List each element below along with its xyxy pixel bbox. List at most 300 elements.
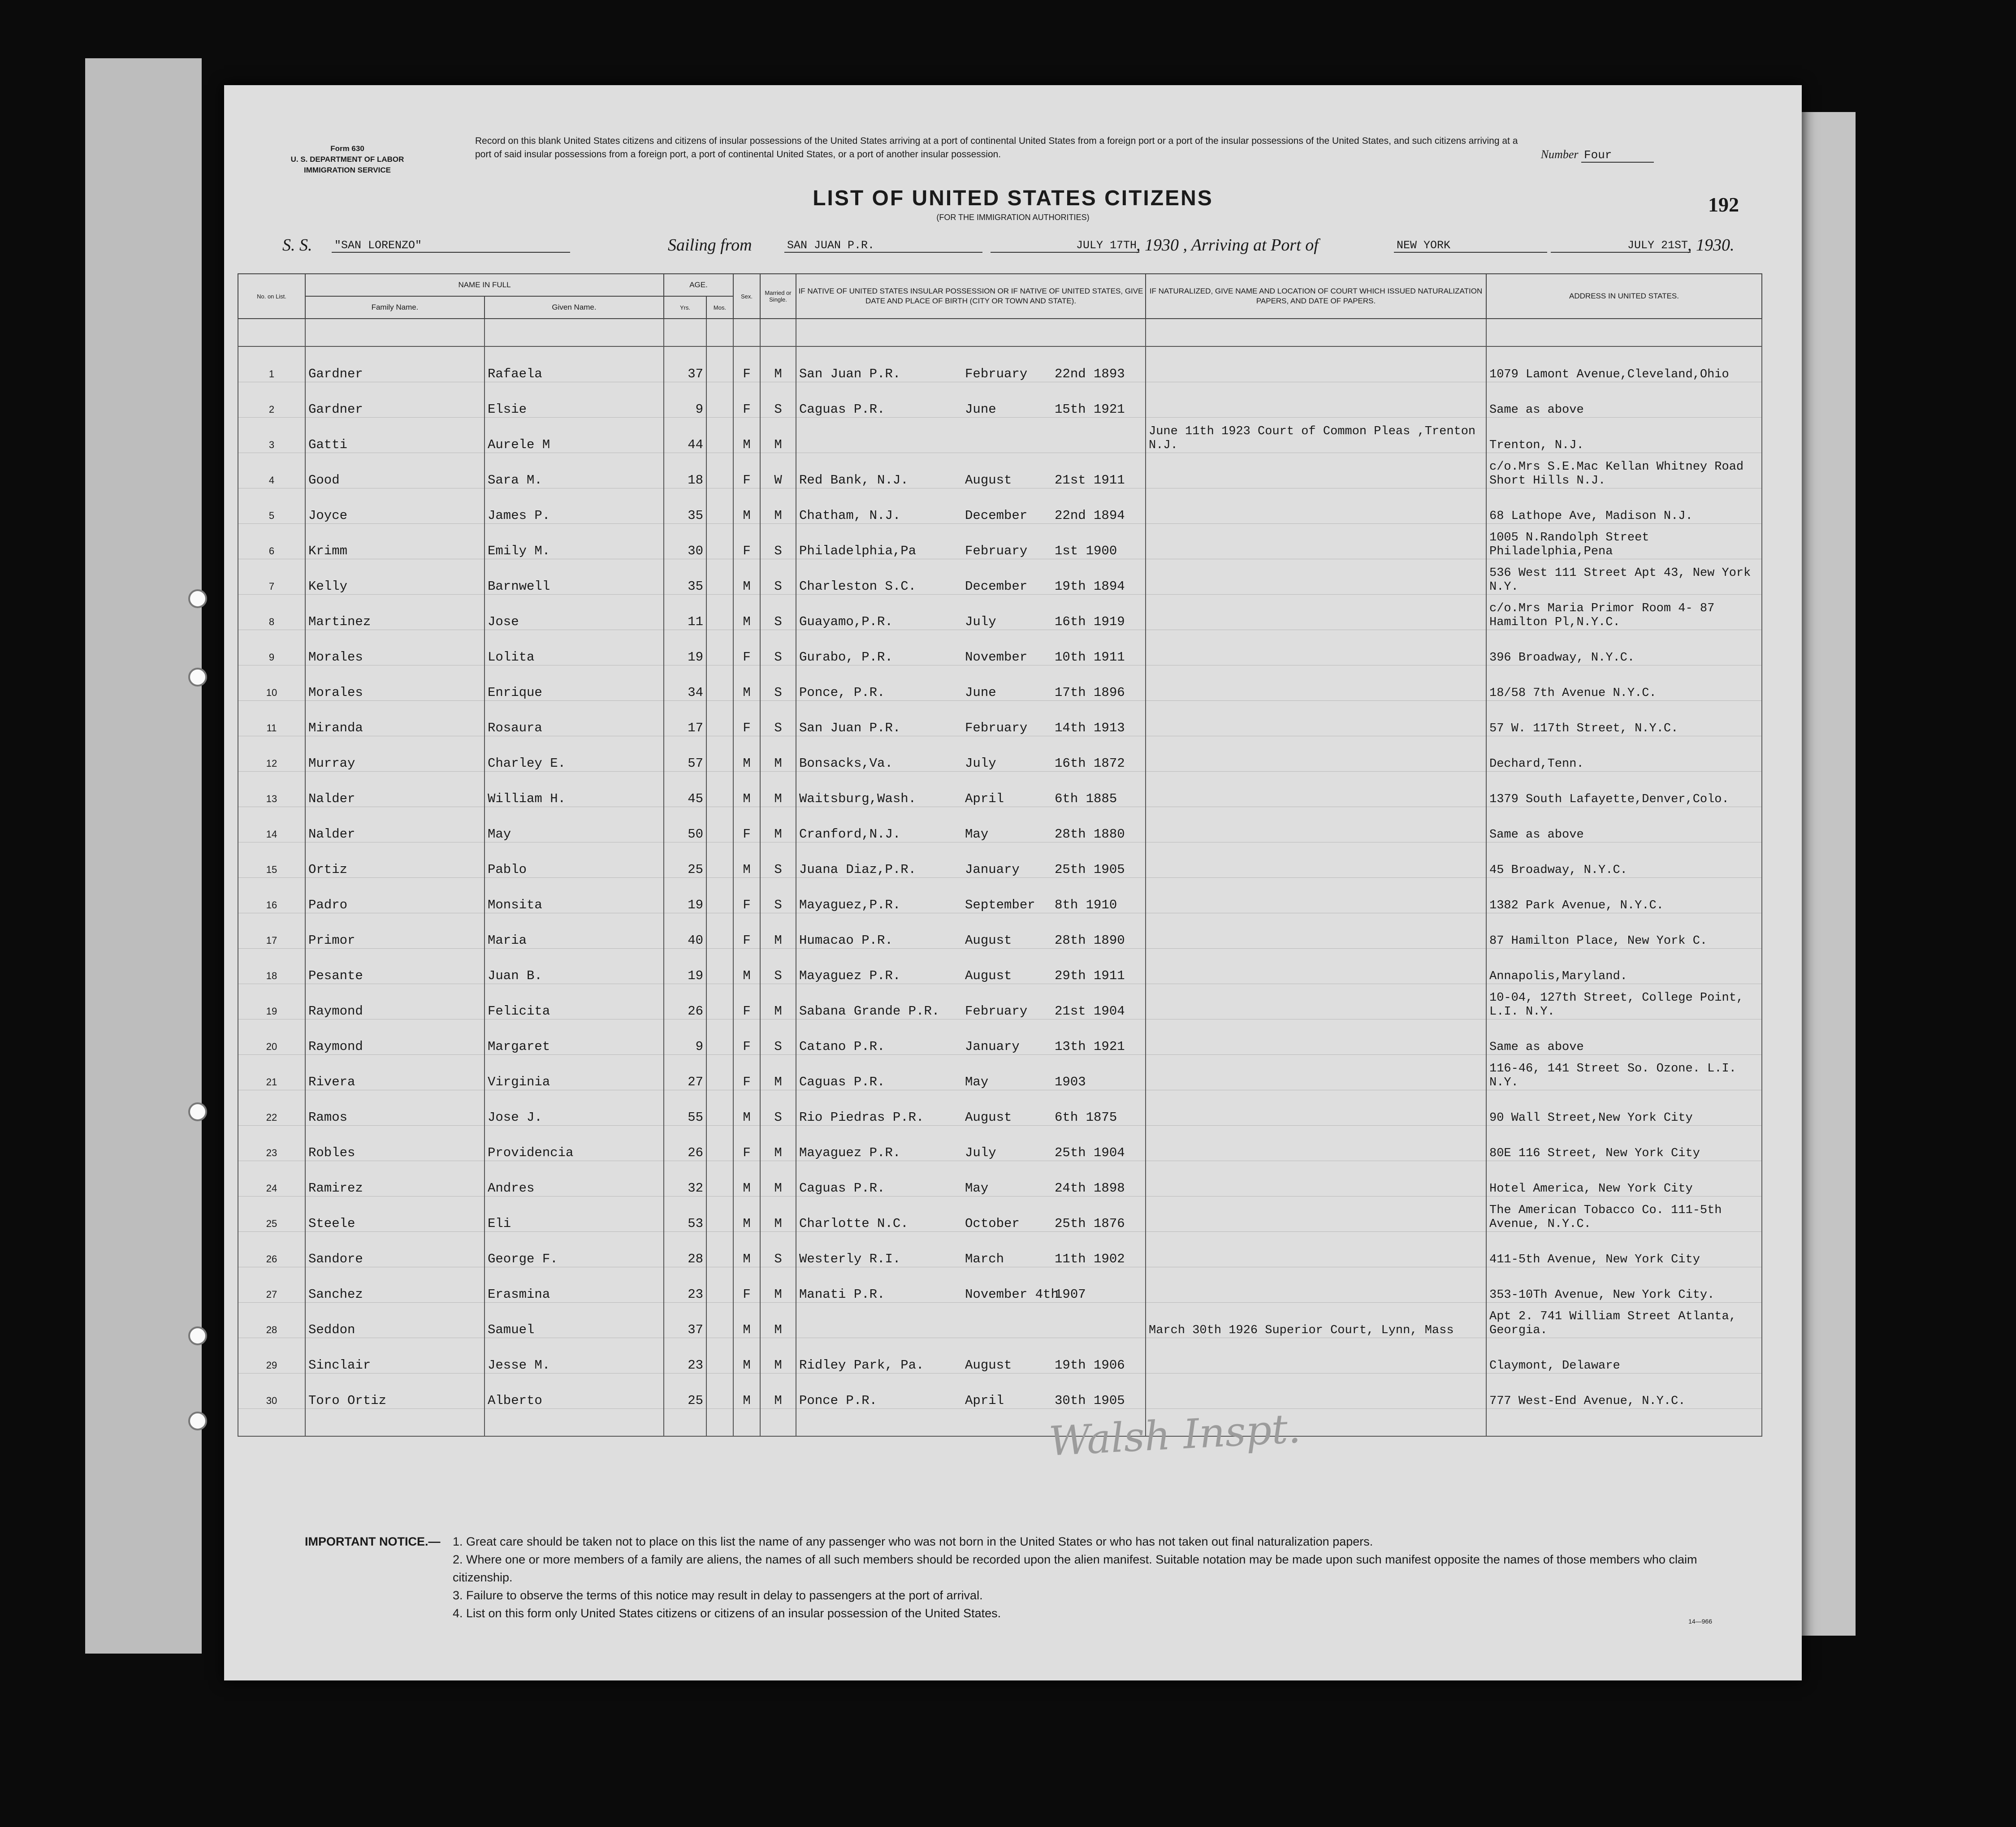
row-number: 7: [238, 559, 305, 595]
age-years: 57: [664, 736, 706, 772]
birth-month: February: [965, 367, 1028, 381]
given-name: Jesse M.: [485, 1338, 664, 1373]
age-years: 55: [664, 1090, 706, 1126]
family-name: Sinclair: [305, 1338, 485, 1373]
birth-place: Cranford,N.J.: [799, 827, 901, 842]
given-name: James P.: [485, 488, 664, 524]
sex: F: [733, 913, 760, 949]
naturalization: [1146, 878, 1486, 913]
birth-day-year: 11th 1902: [1055, 1252, 1125, 1266]
naturalization: [1146, 595, 1486, 630]
birth-month: May: [965, 827, 989, 842]
birth-month: November: [965, 650, 1028, 665]
notice-item: 3. Failure to observe the terms of this notice may result in delay to passengers at the port of arrival.: [453, 1589, 983, 1602]
birth-place: Juana Diaz,P.R.: [799, 862, 917, 877]
birth-place: Rio Piedras P.R.: [799, 1110, 924, 1125]
row-number: 21: [238, 1055, 305, 1090]
family-name: Robles: [305, 1126, 485, 1161]
given-name: Maria: [485, 913, 664, 949]
birth-day-year: 25th 1876: [1055, 1216, 1125, 1231]
birth-day-year: 22nd 1894: [1055, 508, 1125, 523]
birth-place: Manati P.R.: [799, 1287, 885, 1302]
row-number: 2: [238, 382, 305, 418]
marital-status: M: [760, 1338, 796, 1373]
birth-place: Gurabo, P.R.: [799, 650, 893, 665]
birth-place-date: [796, 1267, 1146, 1303]
birth-day-year: 10th 1911: [1055, 650, 1125, 665]
naturalization: [1146, 1055, 1486, 1090]
col-header-age: AGE.: [664, 274, 733, 296]
birth-place: Red Bank, N.J.: [799, 473, 908, 488]
age-years: 25: [664, 1373, 706, 1409]
sex: M: [733, 1303, 760, 1338]
table-row: [238, 1090, 1762, 1126]
naturalization: [1146, 913, 1486, 949]
col-header-sex: Sex.: [733, 274, 760, 319]
marital-status: M: [760, 488, 796, 524]
page-number: 192: [1708, 193, 1739, 216]
page-title: LIST OF UNITED STATES CITIZENS: [813, 186, 1213, 210]
us-address: Same as above: [1486, 1019, 1762, 1055]
col-header-yrs: Yrs.: [664, 296, 706, 319]
birth-place-date: [796, 1373, 1146, 1409]
birth-place: Ponce P.R.: [799, 1393, 878, 1408]
blank-cell: [238, 1409, 305, 1437]
us-address: 396 Broadway, N.Y.C.: [1486, 630, 1762, 665]
birth-month: February: [965, 721, 1028, 735]
given-name: Felicita: [485, 984, 664, 1019]
birth-place-date: [796, 736, 1146, 772]
age-months: [706, 1338, 733, 1373]
birth-place-date: [796, 701, 1146, 736]
us-address: 90 Wall Street,New York City: [1486, 1090, 1762, 1126]
naturalization: June 11th 1923 Court of Common Pleas ,Trenton N.J.: [1146, 418, 1486, 453]
marital-status: S: [760, 559, 796, 595]
row-number: 30: [238, 1373, 305, 1409]
row-number: 1: [238, 346, 305, 382]
blank-cell: [305, 1409, 485, 1437]
marital-status: S: [760, 665, 796, 701]
naturalization: [1146, 630, 1486, 665]
birth-month: September: [965, 898, 1035, 912]
notice-item: 1. Great care should be taken not to place on this list the name of any passenger who was not born in the United States or who has not taken out final naturalization papers.: [453, 1535, 1373, 1548]
row-number: 20: [238, 1019, 305, 1055]
us-address: Trenton, N.J.: [1486, 418, 1762, 453]
table-row: [238, 559, 1762, 595]
table-row: [238, 665, 1762, 701]
us-address: 1005 N.Randolph Street Philadelphia,Pena: [1486, 524, 1762, 559]
birth-month: February: [965, 1004, 1028, 1019]
table-row: [238, 1196, 1762, 1232]
col-header-mos: Mos.: [706, 296, 733, 319]
sex: F: [733, 807, 760, 842]
blank-cell: [485, 1409, 664, 1437]
sex: M: [733, 1196, 760, 1232]
naturalization: [1146, 1090, 1486, 1126]
age-years: 9: [664, 382, 706, 418]
us-address: 116-46, 141 Street So. Ozone. L.I. N.Y.: [1486, 1055, 1762, 1090]
age-years: 23: [664, 1338, 706, 1373]
birth-place: Caguas P.R.: [799, 1181, 885, 1196]
sex: M: [733, 772, 760, 807]
row-number: 10: [238, 665, 305, 701]
birth-place: Charleston S.C.: [799, 579, 917, 594]
birth-place: Philadelphia,Pa: [799, 544, 917, 558]
age-years: 26: [664, 1126, 706, 1161]
row-number: 25: [238, 1196, 305, 1232]
table-row: [238, 1161, 1762, 1196]
family-name: Steele: [305, 1196, 485, 1232]
birth-place-date: [796, 1338, 1146, 1373]
age-years: 17: [664, 701, 706, 736]
birth-month: November 4th: [965, 1287, 1059, 1302]
birth-place-date: [796, 878, 1146, 913]
birth-place-date: [796, 949, 1146, 984]
naturalization: [1146, 842, 1486, 878]
birth-month: May: [965, 1075, 989, 1089]
birth-day-year: 24th 1898: [1055, 1181, 1125, 1196]
age-months: [706, 1090, 733, 1126]
table-row: [238, 630, 1762, 665]
family-name: Primor: [305, 913, 485, 949]
sex: M: [733, 488, 760, 524]
naturalization: [1146, 1373, 1486, 1409]
birth-place: Mayaguez P.R.: [799, 1145, 901, 1160]
us-address: The American Tobacco Co. 111-5th Avenue, N.Y.C.: [1486, 1196, 1762, 1232]
table-row: [238, 595, 1762, 630]
birth-place-date: [796, 807, 1146, 842]
us-address: 57 W. 117th Street, N.Y.C.: [1486, 701, 1762, 736]
us-address: 45 Broadway, N.Y.C.: [1486, 842, 1762, 878]
birth-month: April: [965, 791, 1004, 806]
birth-place-date: [796, 630, 1146, 665]
birth-place-date: [796, 418, 1146, 453]
us-address: Apt 2. 741 William Street Atlanta, Georgia.: [1486, 1303, 1762, 1338]
blank-cell: [760, 1409, 796, 1437]
age-years: 19: [664, 949, 706, 984]
birth-month: April: [965, 1393, 1004, 1408]
birth-place: Mayaguez P.R.: [799, 968, 901, 983]
row-number: 15: [238, 842, 305, 878]
marital-status: M: [760, 807, 796, 842]
col-header-given: Given Name.: [485, 296, 664, 319]
birth-day-year: 6th 1875: [1055, 1110, 1117, 1125]
table-row: [238, 346, 1762, 382]
marital-status: W: [760, 453, 796, 488]
sex: F: [733, 984, 760, 1019]
given-name: Elsie: [485, 382, 664, 418]
birth-place-date: [796, 984, 1146, 1019]
sex: F: [733, 701, 760, 736]
age-months: [706, 418, 733, 453]
birth-month: February: [965, 544, 1028, 558]
marital-status: S: [760, 1232, 796, 1267]
birth-place: Caguas P.R.: [799, 402, 885, 417]
age-years: 28: [664, 1232, 706, 1267]
birth-day-year: 6th 1885: [1055, 791, 1117, 806]
marital-status: S: [760, 1090, 796, 1126]
naturalization: [1146, 382, 1486, 418]
us-address: 536 West 111 Street Apt 43, New York N.Y.: [1486, 559, 1762, 595]
blank-cell: [664, 1409, 706, 1437]
birth-place: Humacao P.R.: [799, 933, 893, 948]
birth-place: Bonsacks,Va.: [799, 756, 893, 771]
list-number: Number Four: [1541, 148, 1654, 163]
family-name: Nalder: [305, 807, 485, 842]
age-years: 19: [664, 630, 706, 665]
age-months: [706, 1232, 733, 1267]
sex: M: [733, 418, 760, 453]
birth-month: July: [965, 756, 996, 771]
given-name: Charley E.: [485, 736, 664, 772]
binder-hole: [188, 1412, 207, 1430]
marital-status: M: [760, 1196, 796, 1232]
us-address: c/o.Mrs Maria Primor Room 4- 87 Hamilton Pl,N.Y.C.: [1486, 595, 1762, 630]
sex: F: [733, 1019, 760, 1055]
marital-status: M: [760, 736, 796, 772]
marital-status: S: [760, 842, 796, 878]
given-name: Enrique: [485, 665, 664, 701]
given-name: Samuel: [485, 1303, 664, 1338]
given-name: Monsita: [485, 878, 664, 913]
birth-month: May: [965, 1181, 989, 1196]
row-number: 6: [238, 524, 305, 559]
marital-status: M: [760, 1267, 796, 1303]
marital-status: S: [760, 382, 796, 418]
naturalization: [1146, 1161, 1486, 1196]
birth-month: June: [965, 402, 996, 417]
sex: M: [733, 842, 760, 878]
family-name: Miranda: [305, 701, 485, 736]
us-address: 10-04, 127th Street, College Point, L.I. N.Y.: [1486, 984, 1762, 1019]
age-years: 45: [664, 772, 706, 807]
birth-month: July: [965, 1145, 996, 1160]
given-name: May: [485, 807, 664, 842]
binder-hole: [188, 1102, 207, 1121]
row-number: 22: [238, 1090, 305, 1126]
given-name: Rafaela: [485, 346, 664, 382]
table-row: [238, 913, 1762, 949]
age-years: 27: [664, 1055, 706, 1090]
marital-status: M: [760, 772, 796, 807]
family-name: Ramos: [305, 1090, 485, 1126]
marital-status: S: [760, 524, 796, 559]
row-number: 29: [238, 1338, 305, 1373]
us-address: 777 West-End Avenue, N.Y.C.: [1486, 1373, 1762, 1409]
birth-day-year: 1st 1900: [1055, 544, 1117, 558]
background-page-left: [85, 58, 202, 1654]
age-years: 19: [664, 878, 706, 913]
birth-place-date: [796, 772, 1146, 807]
age-years: 44: [664, 418, 706, 453]
age-months: [706, 736, 733, 772]
marital-status: S: [760, 949, 796, 984]
table-row: [238, 1303, 1762, 1338]
birth-day-year: 28th 1890: [1055, 933, 1125, 948]
given-name: Rosaura: [485, 701, 664, 736]
table-row: [238, 524, 1762, 559]
given-name: Barnwell: [485, 559, 664, 595]
row-number: 19: [238, 984, 305, 1019]
marital-status: S: [760, 630, 796, 665]
birth-day-year: 13th 1921: [1055, 1039, 1125, 1054]
col-header-number: No. on List.: [238, 274, 305, 319]
age-years: 30: [664, 524, 706, 559]
us-address: 353-10Th Avenue, New York City.: [1486, 1267, 1762, 1303]
birth-place-date: [796, 1303, 1146, 1338]
table-row: [238, 842, 1762, 878]
col-header-birth: IF NATIVE OF UNITED STATES INSULAR POSSESSION OR IF NATIVE OF UNITED STATES, GIVE DATE AND PLACE OF BIRTH (CITY OR TOWN AND STATE).: [796, 274, 1146, 319]
given-name: Emily M.: [485, 524, 664, 559]
table-row: [238, 453, 1762, 488]
birth-place-date: [796, 346, 1146, 382]
family-name: Pesante: [305, 949, 485, 984]
age-months: [706, 807, 733, 842]
age-months: [706, 453, 733, 488]
family-name: Padro: [305, 878, 485, 913]
binder-hole: [188, 589, 207, 608]
sex: M: [733, 1090, 760, 1126]
birth-place-date: [796, 665, 1146, 701]
manifest-page: [224, 85, 1802, 1680]
us-address: Hotel America, New York City: [1486, 1161, 1762, 1196]
family-name: Morales: [305, 630, 485, 665]
birth-place: Chatham, N.J.: [799, 508, 901, 523]
age-years: 18: [664, 453, 706, 488]
birth-place: San Juan P.R.: [799, 721, 901, 735]
row-number: 4: [238, 453, 305, 488]
given-name: Lolita: [485, 630, 664, 665]
marital-status: M: [760, 913, 796, 949]
us-address: Annapolis,Maryland.: [1486, 949, 1762, 984]
birth-month: August: [965, 933, 1012, 948]
table-row: [238, 418, 1762, 453]
birth-day-year: 16th 1872: [1055, 756, 1125, 771]
family-name: Joyce: [305, 488, 485, 524]
family-name: Rivera: [305, 1055, 485, 1090]
family-name: Martinez: [305, 595, 485, 630]
row-number: 24: [238, 1161, 305, 1196]
family-name: Krimm: [305, 524, 485, 559]
age-months: [706, 382, 733, 418]
notice-item: 4. List on this form only United States citizens or citizens of an insular possession of the United States.: [453, 1607, 1001, 1620]
marital-status: M: [760, 1373, 796, 1409]
age-months: [706, 913, 733, 949]
birth-month: March: [965, 1252, 1004, 1266]
given-name: Erasmina: [485, 1267, 664, 1303]
blank-cell: [706, 1409, 733, 1437]
blank-cell: [733, 1409, 760, 1437]
given-name: Jose J.: [485, 1090, 664, 1126]
family-name: Gardner: [305, 346, 485, 382]
birth-day-year: 25th 1905: [1055, 862, 1125, 877]
arrival-date: JULY 21ST: [1551, 239, 1691, 253]
naturalization: [1146, 488, 1486, 524]
binder-hole: [188, 668, 207, 687]
birth-month: August: [965, 473, 1012, 488]
birth-day-year: 15th 1921: [1055, 402, 1125, 417]
family-name: Sanchez: [305, 1267, 485, 1303]
birth-place-date: [796, 913, 1146, 949]
table-row: [238, 772, 1762, 807]
table-row: [238, 736, 1762, 772]
sex: F: [733, 630, 760, 665]
naturalization: [1146, 772, 1486, 807]
binder-hole: [188, 1326, 207, 1345]
given-name: George F.: [485, 1232, 664, 1267]
given-name: Juan B.: [485, 949, 664, 984]
birth-day-year: 14th 1913: [1055, 721, 1125, 735]
age-months: [706, 1161, 733, 1196]
age-months: [706, 346, 733, 382]
birth-day-year: 8th 1910: [1055, 898, 1117, 912]
marital-status: M: [760, 1126, 796, 1161]
notice-heading: IMPORTANT NOTICE.—: [305, 1535, 441, 1548]
birth-day-year: 17th 1896: [1055, 685, 1125, 700]
birth-place: Caguas P.R.: [799, 1075, 885, 1089]
birth-day-year: 1903: [1055, 1075, 1086, 1089]
birth-day-year: 28th 1880: [1055, 827, 1125, 842]
row-number: 13: [238, 772, 305, 807]
naturalization: [1146, 1019, 1486, 1055]
age-months: [706, 984, 733, 1019]
row-number: 18: [238, 949, 305, 984]
ship-name: "SAN LORENZO": [332, 239, 570, 253]
age-years: 37: [664, 346, 706, 382]
age-years: 53: [664, 1196, 706, 1232]
col-header-name: NAME IN FULL: [305, 274, 664, 296]
birth-place-date: [796, 842, 1146, 878]
row-number: 16: [238, 878, 305, 913]
row-number: 11: [238, 701, 305, 736]
table-row: [238, 1019, 1762, 1055]
us-address: 68 Lathope Ave, Madison N.J.: [1486, 488, 1762, 524]
age-months: [706, 1267, 733, 1303]
age-months: [706, 949, 733, 984]
family-name: Gatti: [305, 418, 485, 453]
naturalization: [1146, 1338, 1486, 1373]
naturalization: [1146, 559, 1486, 595]
family-name: Ramirez: [305, 1161, 485, 1196]
table-row: [238, 1232, 1762, 1267]
birth-month: December: [965, 579, 1028, 594]
age-months: [706, 842, 733, 878]
us-address: 1079 Lamont Avenue,Cleveland,Ohio: [1486, 346, 1762, 382]
marital-status: M: [760, 984, 796, 1019]
row-number: 8: [238, 595, 305, 630]
table-row: [238, 701, 1762, 736]
age-months: [706, 488, 733, 524]
age-months: [706, 1303, 733, 1338]
age-years: 23: [664, 1267, 706, 1303]
sex: M: [733, 665, 760, 701]
birth-place-date: [796, 595, 1146, 630]
age-months: [706, 1196, 733, 1232]
marital-status: M: [760, 1161, 796, 1196]
table-row: [238, 878, 1762, 913]
notice-item: 2. Where one or more members of a family are aliens, the names of all such members should be recorded upon the alien manifest. Suitable notation may be made upon such manifest opposite the names of those members who claim citizenship.: [453, 1553, 1697, 1584]
sex: F: [733, 524, 760, 559]
birth-place-date: [796, 1055, 1146, 1090]
age-months: [706, 1373, 733, 1409]
col-header-naturalized: IF NATURALIZED, GIVE NAME AND LOCATION OF COURT WHICH ISSUED NATURALIZATION PAPERS, AND DATE OF PAPERS.: [1146, 274, 1486, 319]
family-name: Raymond: [305, 1019, 485, 1055]
birth-place: Guayamo,P.R.: [799, 614, 893, 629]
naturalization: [1146, 949, 1486, 984]
sex: F: [733, 346, 760, 382]
marital-status: M: [760, 418, 796, 453]
birth-place-date: [796, 1126, 1146, 1161]
